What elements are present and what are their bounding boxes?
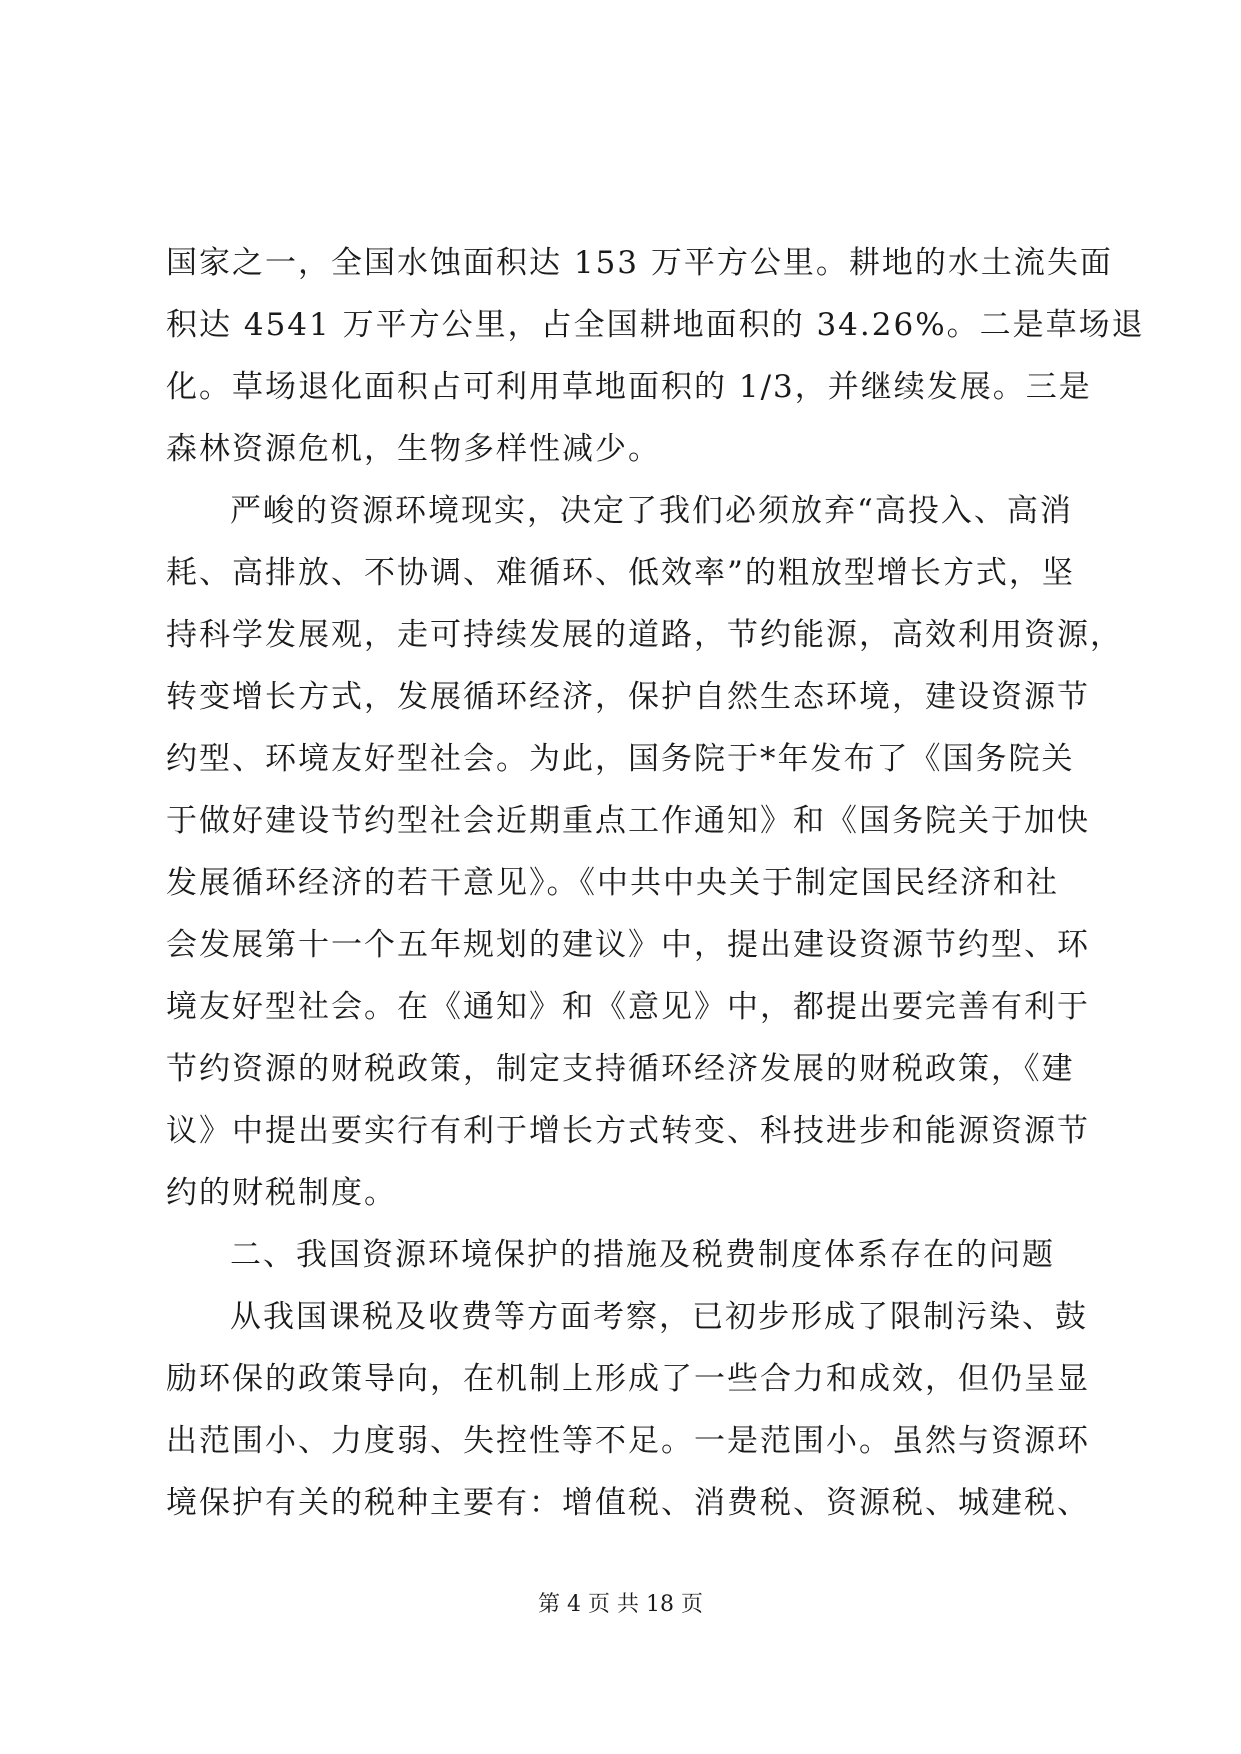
text-line: 国家之一，全国水蚀面积达 153 万平方公里。耕地的水土流失面 xyxy=(166,245,1113,281)
text-line: 境友好型社会。在《通知》和《意见》中，都提出要完善有利于 xyxy=(166,989,1090,1025)
text-line: 境保护有关的税种主要有：增值税、消费税、资源税、城建税、 xyxy=(166,1485,1090,1521)
page-number-footer: 第 4 页 共 18 页 xyxy=(538,1592,703,1617)
text-line: 励环保的政策导向，在机制上形成了一些合力和成效，但仍呈显 xyxy=(166,1361,1090,1397)
text-line: 转变增长方式，发展循环经济，保护自然生态环境，建设资源节 xyxy=(166,679,1090,715)
text-line: 森林资源危机，生物多样性减少。 xyxy=(166,431,661,467)
text-line: 于做好建设节约型社会近期重点工作通知》和《国务院关于加快 xyxy=(166,803,1090,839)
text-line: 节约资源的财税政策，制定支持循环经济发展的财税政策，《建 xyxy=(166,1051,1075,1087)
text-line: 化。草场退化面积占可利用草地面积的 1/3，并继续发展。三是 xyxy=(166,369,1092,405)
text-line: 约的财税制度。 xyxy=(166,1175,397,1211)
text-line: 严峻的资源环境现实，决定了我们必须放弃“高投入、高消 xyxy=(230,493,1073,529)
text-line: 持科学发展观，走可持续发展的道路，节约能源，高效利用资源， xyxy=(166,617,1123,653)
text-line: 议》中提出要实行有利于增长方式转变、科技进步和能源资源节 xyxy=(166,1113,1090,1149)
text-line: 会发展第十一个五年规划的建议》中，提出建设资源节约型、环 xyxy=(166,927,1090,963)
body-text xyxy=(166,232,1145,1534)
text-line: 从我国课税及收费等方面考察，已初步形成了限制污染、鼓 xyxy=(230,1299,1088,1335)
text-line: 出范围小、力度弱、失控性等不足。一是范围小。虽然与资源环 xyxy=(166,1423,1090,1459)
section-heading: 二、我国资源环境保护的措施及税费制度体系存在的问题 xyxy=(230,1237,1055,1273)
text-line: 约型、环境友好型社会。为此，国务院于*年发布了《国务院关 xyxy=(166,741,1075,777)
text-line: 发展循环经济的若干意见》。《中共中央关于制定国民经济和社 xyxy=(166,865,1059,901)
text-line: 耗、高排放、不协调、难循环、低效率”的粗放型增长方式，坚 xyxy=(166,555,1075,591)
text-line: 积达 4541 万平方公里，占全国耕地面积的 34.26%。二是草场退 xyxy=(166,307,1145,343)
